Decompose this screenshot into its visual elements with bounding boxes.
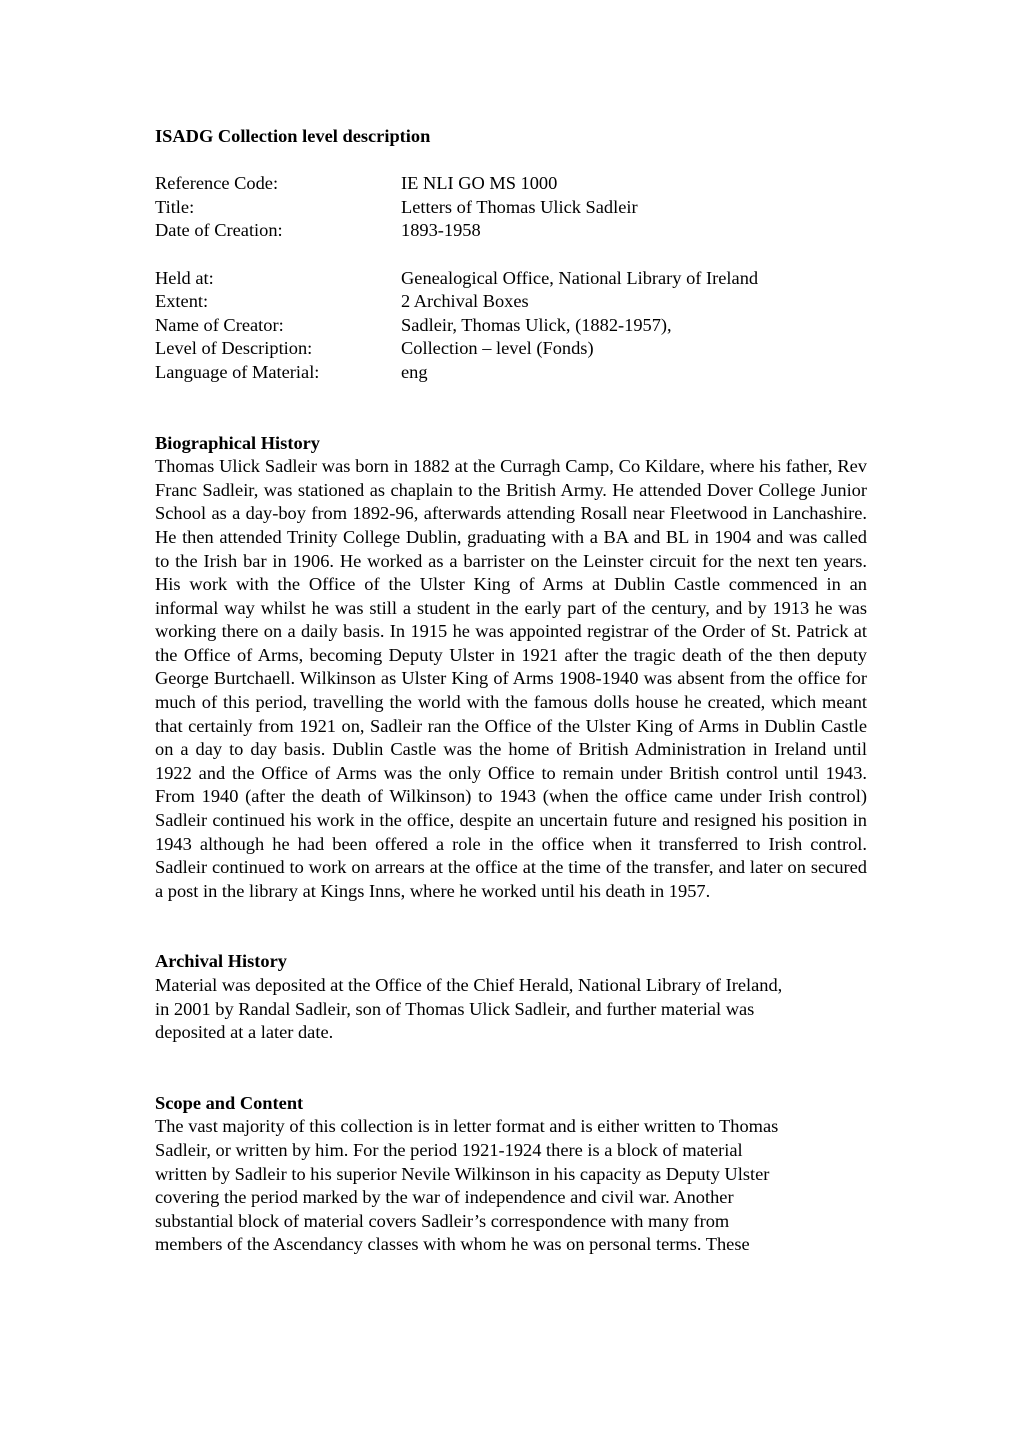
scope-and-content-line: covering the period marked by the war of independence and civil war. Another — [155, 1187, 734, 1208]
document-page — [155, 125, 867, 1257]
field-value: eng — [401, 361, 428, 382]
field-label: Date of Creation: — [155, 220, 283, 241]
document-title: ISADG Collection level description — [155, 126, 431, 146]
field-label: Reference Code: — [155, 173, 279, 194]
scope-and-content-line: members of the Ascendancy classes with whom he was on personal terms. These — [155, 1234, 750, 1255]
field-value: Collection – level (Fonds) — [401, 338, 594, 359]
field-value: 1893-1958 — [401, 220, 481, 241]
field-row-language-of-material — [155, 361, 867, 385]
field-label: Level of Description: — [155, 338, 313, 359]
biographical-history-heading: Biographical History — [155, 432, 321, 453]
scope-and-content-line: The vast majority of this collection is in letter format and is either written to Thomas — [155, 1116, 779, 1137]
field-row-held-at — [155, 267, 867, 291]
archival-history-section — [155, 950, 867, 1044]
scope-and-content-line: Sadleir, or written by him. For the period 1921-1924 there is a block of material — [155, 1139, 743, 1160]
archival-history-line: Material was deposited at the Office of the Chief Herald, National Library of Ireland, — [155, 975, 783, 995]
biographical-history-section — [155, 432, 867, 904]
field-value: IE NLI GO MS 1000 — [401, 173, 558, 194]
field-row-extent — [155, 290, 867, 314]
field-row-level-of-description — [155, 337, 867, 361]
field-row-reference-code — [155, 172, 867, 196]
archival-history-line: deposited at a later date. — [155, 1022, 334, 1043]
field-label: Extent: — [155, 291, 209, 312]
field-label: Name of Creator: — [155, 314, 284, 335]
biographical-history-text: Thomas Ulick Sadleir was born in 1882 at the Curragh Camp, Co Kildare, where his father, Rev Franc Sadleir, was stationed as chaplain to the British Army. He attended Dover College Junior School as a day-boy from 1892-96, afterwards attending Rosall near Fleetwood in Lanchashire. He then attended Trinity College Dublin, graduating with a BA and BL in 1904 and was called to the Irish bar in 1906. He worked as a barrister on the Leinster circuit for the next ten years. His work with the Office of the Ulster King of Arms at Dublin Castle commenced in an informal way whilst he was still a student in the early part of the century, and by 1913 he was working there on a daily basis. In 1915 he was appointed registrar of the Order of St. Patrick at the Office of Arms, becoming Deputy Ulster in 1921 after the tragic death of the then deputy George Burtchaell. Wilkinson as Ulster King of Arms 1908-1940 was absent from the office for much of this period, travelling the world with the famous dolls house he created, which meant that certainly from 1921 on, Sadleir ran the Office of the Ulster King of Arms in Dublin Castle on a day to day basis. Dublin Castle was the home of British Administration in Ireland until 1922 and the Office of Arms was the only Office to remain under British control until 1943. From 1940 (after the death of Wilkinson) to 1943 (when the office came under Irish control) Sadleir continued his work in the office, despite an uncertain future and resigned his position in 1943 although he had been offered a role in the office when it transferred to Irish control. Sadleir continued to work on arrears at the office at the time of the transfer, and later on secured a post in the library at Kings Inns, where he worked until his death in 1957. — [155, 456, 867, 901]
field-value: 2 Archival Boxes — [401, 291, 529, 312]
scope-and-content-section — [155, 1092, 867, 1257]
field-row-date-of-creation — [155, 219, 867, 243]
field-label: Title: — [155, 196, 195, 217]
field-value: Genealogical Office, National Library of Ireland — [401, 267, 759, 288]
field-value: Letters of Thomas Ulick Sadleir — [401, 196, 638, 217]
archival-history-heading: Archival History — [155, 951, 287, 972]
field-row-name-of-creator — [155, 314, 867, 338]
archival-history-line: in 2001 by Randal Sadleir, son of Thomas Ulick Sadleir, and further material was — [155, 998, 755, 1019]
context-fields — [155, 267, 867, 385]
field-label: Held at: — [155, 267, 214, 288]
scope-and-content-heading: Scope and Content — [155, 1092, 304, 1113]
field-row-title — [155, 196, 867, 220]
identity-fields — [155, 172, 867, 243]
scope-and-content-line: substantial block of material covers Sadleir’s correspondence with many from — [155, 1210, 730, 1231]
field-value: Sadleir, Thomas Ulick, (1882-1957), — [401, 314, 672, 335]
field-label: Language of Material: — [155, 361, 320, 382]
scope-and-content-line: written by Sadleir to his superior Nevile Wilkinson in his capacity as Deputy Ulster — [155, 1163, 770, 1184]
